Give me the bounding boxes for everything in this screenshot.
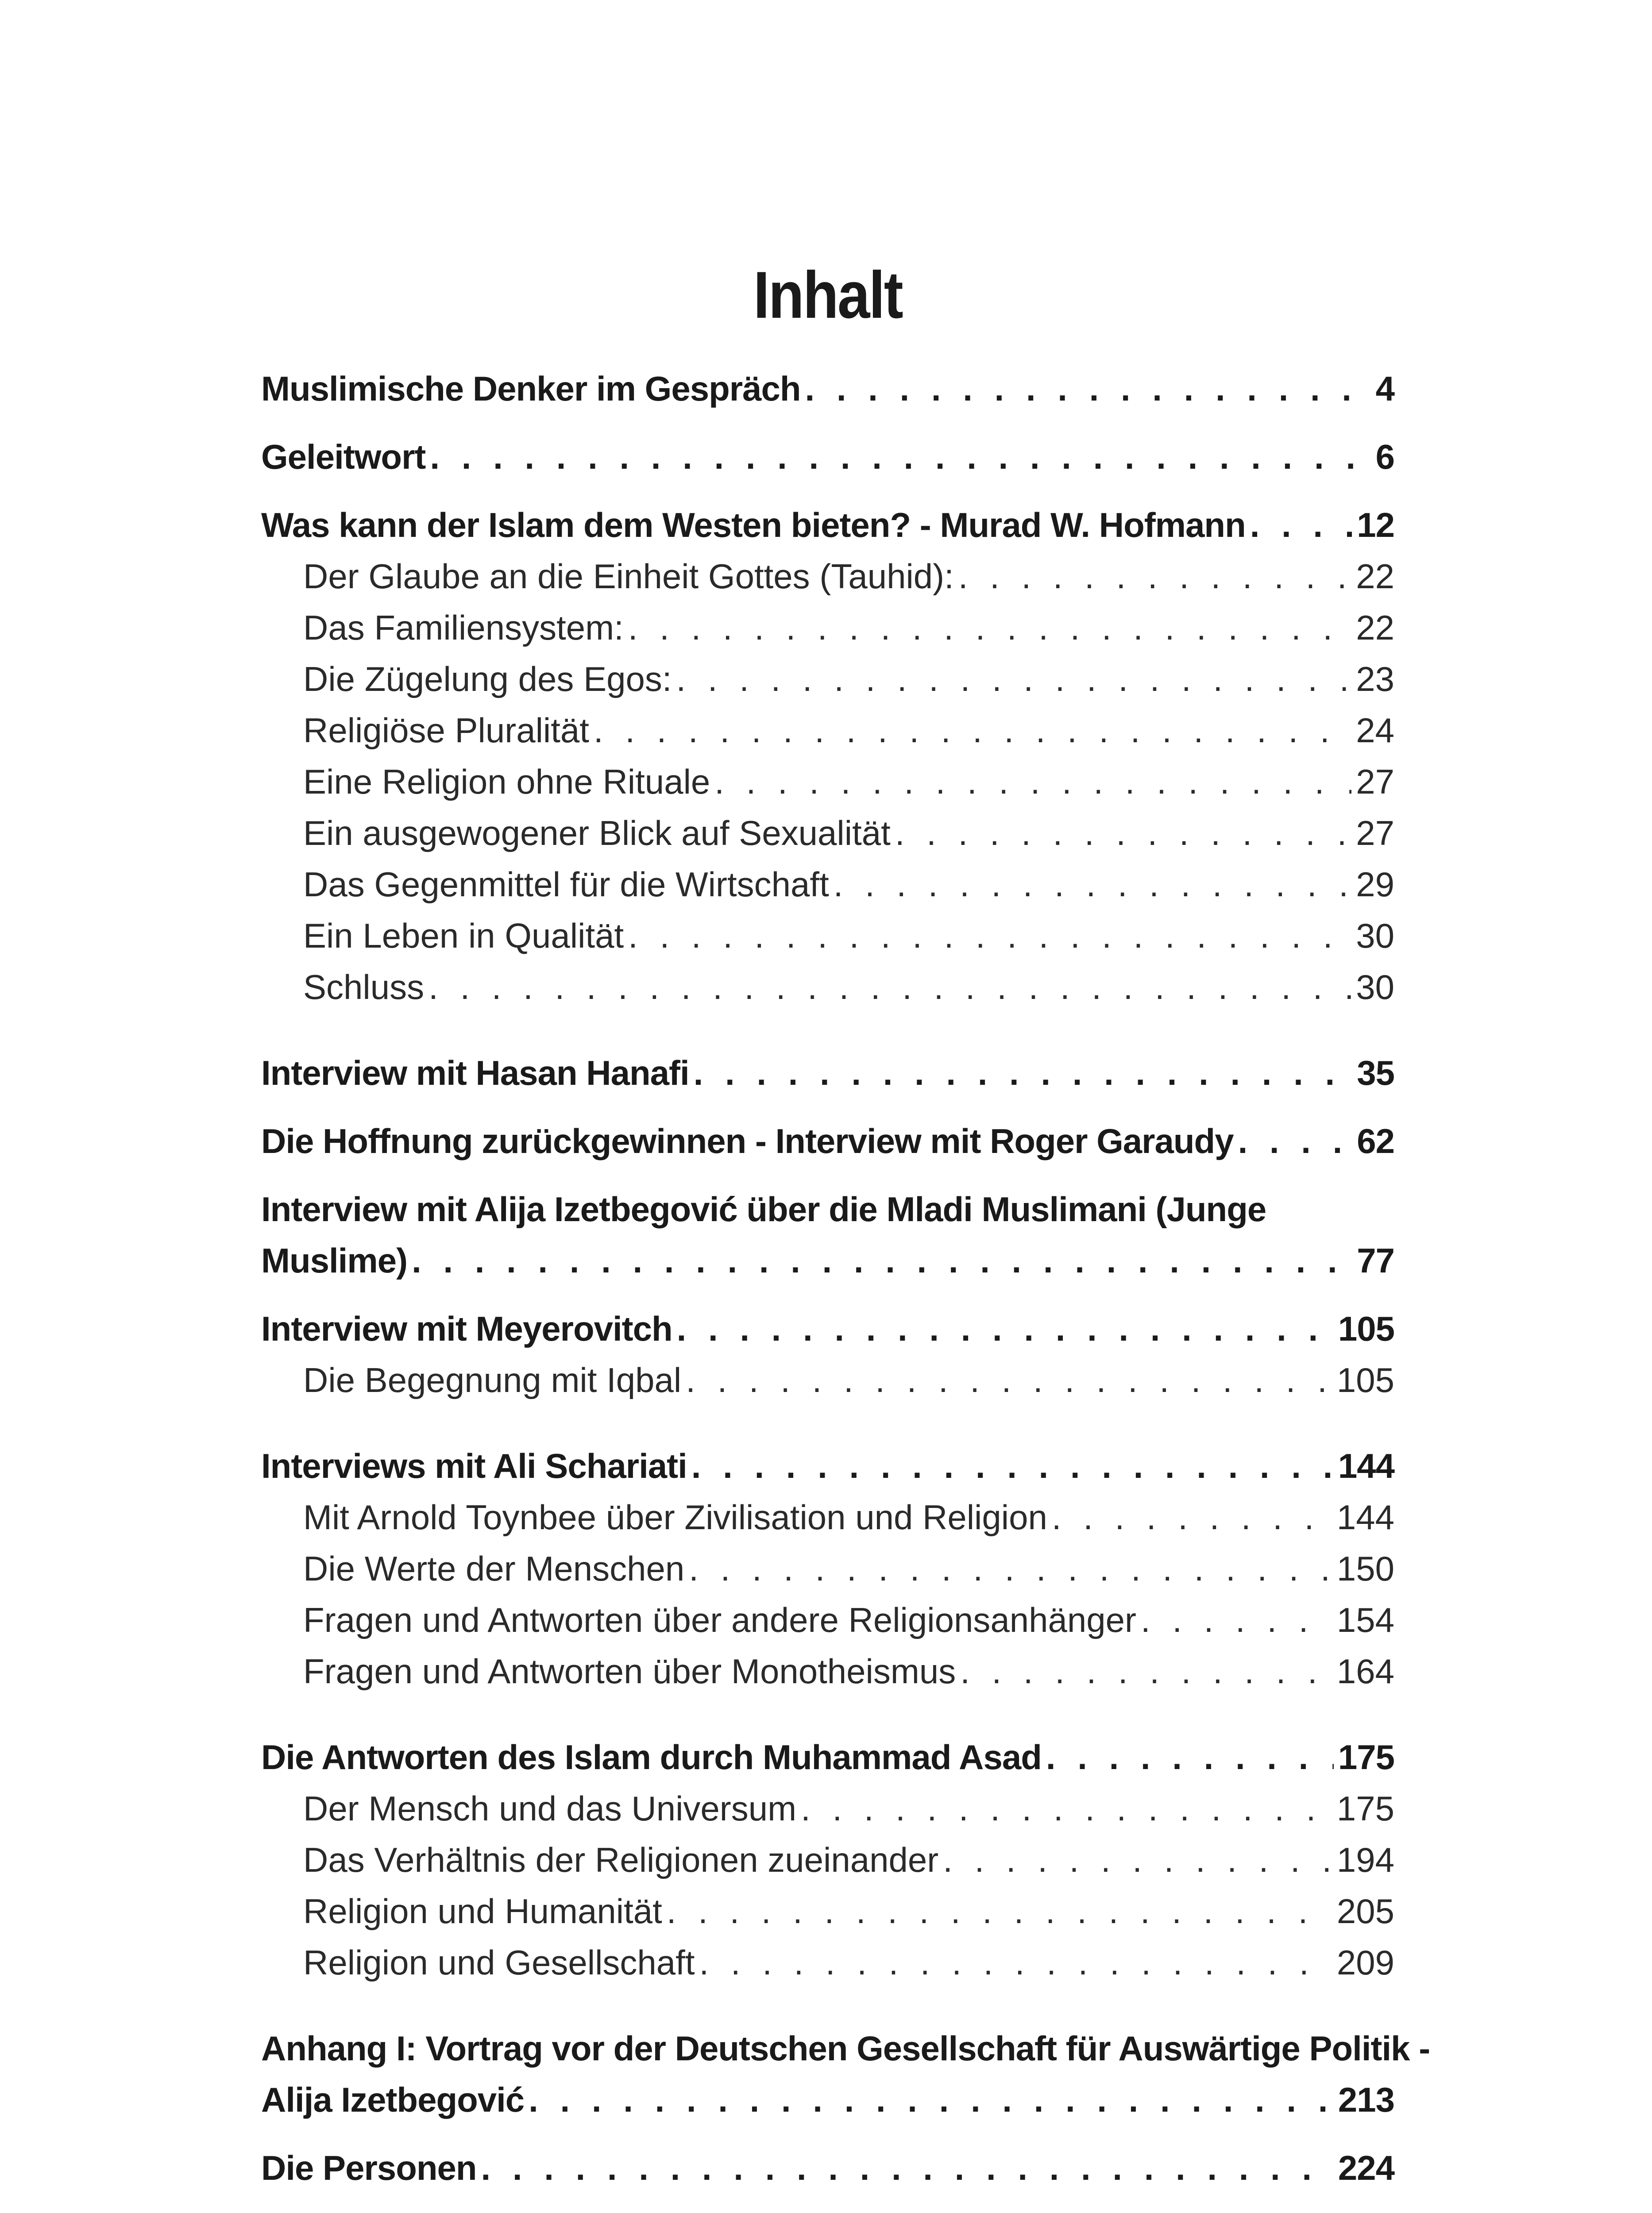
dot-leader bbox=[958, 551, 1351, 602]
toc-chapter bbox=[261, 2023, 1430, 2125]
toc-page-number: 105 bbox=[1336, 1361, 1394, 1400]
dot-leader bbox=[689, 1543, 1332, 1594]
toc-entry-title: Die Personen bbox=[261, 2148, 477, 2187]
toc-entry-title: Geleitwort bbox=[261, 437, 426, 476]
toc-section bbox=[261, 602, 1394, 653]
toc-page-number: 30 bbox=[1356, 968, 1394, 1006]
toc-page-number: 105 bbox=[1338, 1309, 1394, 1348]
dot-leader bbox=[714, 756, 1351, 807]
toc-entry-title: Der Glaube an die Einheit Gottes (Tauhid): bbox=[303, 557, 954, 596]
toc-page-number: 29 bbox=[1356, 865, 1394, 904]
toc-page-number: 224 bbox=[1338, 2148, 1394, 2187]
toc-entry-title: Was kann der Islam dem Westen bieten? - Murad W. Hofmann bbox=[261, 505, 1246, 544]
toc-chapter bbox=[261, 2142, 1394, 2194]
dot-leader bbox=[699, 1937, 1332, 1988]
toc-section bbox=[261, 1783, 1394, 1834]
dot-leader bbox=[412, 1235, 1352, 1286]
toc-page-number: 164 bbox=[1336, 1652, 1394, 1691]
toc-section bbox=[261, 1543, 1394, 1594]
toc-section bbox=[261, 1594, 1394, 1646]
toc-entry-title: Religion und Humanität bbox=[303, 1892, 662, 1931]
toc-section bbox=[261, 1937, 1394, 1988]
toc-page-number: 27 bbox=[1356, 813, 1394, 852]
page-title: Inhalt bbox=[753, 257, 903, 332]
toc-page-number: 144 bbox=[1338, 1446, 1394, 1485]
toc-entry-title: Fragen und Antworten über andere Religionsanhänger bbox=[303, 1600, 1136, 1639]
dot-leader bbox=[801, 1783, 1332, 1834]
toc-entry-title: Muslime) bbox=[261, 1241, 408, 1280]
dot-leader bbox=[430, 431, 1371, 482]
toc-entry-title: Ein Leben in Qualität bbox=[303, 916, 624, 955]
dot-leader bbox=[481, 2142, 1334, 2194]
toc-section bbox=[261, 961, 1394, 1013]
dot-leader bbox=[694, 1047, 1353, 1099]
dot-leader bbox=[960, 1646, 1332, 1697]
dot-leader bbox=[943, 1834, 1332, 1885]
toc-entry-title: Das Familiensystem: bbox=[303, 608, 624, 647]
toc-page-number: 22 bbox=[1356, 608, 1394, 647]
toc-entry-title: Die Begegnung mit Iqbal bbox=[303, 1361, 682, 1400]
toc-chapter bbox=[261, 1440, 1394, 1492]
toc-entry-title: Religiöse Pluralität bbox=[303, 711, 589, 750]
toc-page-number: 154 bbox=[1336, 1600, 1394, 1639]
toc-section bbox=[261, 910, 1394, 961]
toc-chapter bbox=[261, 499, 1394, 551]
toc-section bbox=[261, 859, 1394, 910]
toc-entry-title: Muslimische Denker im Gespräch bbox=[261, 369, 801, 408]
toc-page-number: 30 bbox=[1356, 916, 1394, 955]
toc-section bbox=[261, 1834, 1394, 1885]
dot-leader bbox=[1052, 1492, 1332, 1543]
table-of-contents bbox=[261, 363, 1430, 2194]
toc-page-number: 150 bbox=[1336, 1549, 1394, 1588]
dot-leader bbox=[1046, 1731, 1334, 1783]
toc-entry-title: Alija Izetbegović bbox=[261, 2080, 525, 2119]
toc-entry-title: Schluss bbox=[303, 968, 425, 1006]
dot-leader bbox=[805, 363, 1371, 414]
dot-leader bbox=[1141, 1594, 1332, 1646]
toc-page-number: 144 bbox=[1336, 1498, 1394, 1537]
toc-entry-title: Ein ausgewogener Blick auf Sexualität bbox=[303, 813, 891, 852]
toc-section bbox=[261, 1885, 1394, 1937]
toc-page-number: 12 bbox=[1357, 505, 1394, 544]
dot-leader bbox=[834, 859, 1351, 910]
dot-leader bbox=[677, 1303, 1334, 1354]
dot-leader bbox=[676, 653, 1352, 705]
toc-section bbox=[261, 653, 1394, 705]
toc-page-number: 175 bbox=[1336, 1789, 1394, 1828]
toc-chapter bbox=[261, 363, 1394, 414]
toc-page-number: 23 bbox=[1356, 659, 1394, 698]
dot-leader bbox=[1250, 499, 1353, 551]
toc-entry-title: Die Hoffnung zurückgewinnen - Interview mit Roger Garaudy bbox=[261, 1122, 1234, 1160]
toc-page-number: 77 bbox=[1357, 1241, 1394, 1280]
toc-page-number: 62 bbox=[1357, 1122, 1394, 1160]
toc-section bbox=[261, 756, 1394, 807]
toc-page-number: 4 bbox=[1375, 369, 1394, 408]
toc-entry-title: Fragen und Antworten über Monotheismus bbox=[303, 1652, 956, 1691]
toc-page-number: 27 bbox=[1356, 762, 1394, 801]
dot-leader bbox=[594, 705, 1351, 756]
toc-page-number: 35 bbox=[1357, 1053, 1394, 1092]
toc-page-number: 22 bbox=[1356, 557, 1394, 596]
toc-page-number: 209 bbox=[1336, 1943, 1394, 1982]
toc-section bbox=[261, 1354, 1394, 1406]
toc-page-number: 24 bbox=[1356, 711, 1394, 750]
toc-entry-title: Die Zügelung des Egos: bbox=[303, 659, 672, 698]
dot-leader bbox=[628, 602, 1351, 653]
toc-page-number: 205 bbox=[1336, 1892, 1394, 1931]
toc-chapter-title-line: Interview mit Alija Izetbegović über die Mladi Muslimani (Junge bbox=[261, 1190, 1266, 1229]
toc-page-number: 213 bbox=[1338, 2080, 1394, 2119]
dot-leader bbox=[428, 961, 1351, 1013]
toc-entry-title: Interview mit Meyerovitch bbox=[261, 1309, 672, 1348]
toc-entry-title: Mit Arnold Toynbee über Zivilisation und Religion bbox=[303, 1498, 1047, 1537]
toc-chapter bbox=[261, 1115, 1394, 1167]
dot-leader bbox=[667, 1885, 1332, 1937]
toc-chapter bbox=[261, 1303, 1394, 1354]
dot-leader bbox=[686, 1354, 1332, 1406]
toc-chapter bbox=[261, 431, 1394, 482]
toc-page-number: 175 bbox=[1338, 1738, 1394, 1777]
toc-chapter bbox=[261, 1731, 1394, 1783]
toc-chapter-title-line: Anhang I: Vortrag vor der Deutschen Gesellschaft für Auswärtige Politik - bbox=[261, 2029, 1430, 2068]
toc-entry-title: Die Antworten des Islam durch Muhammad Asad bbox=[261, 1738, 1042, 1777]
dot-leader bbox=[529, 2074, 1334, 2125]
toc-entry-title: Eine Religion ohne Rituale bbox=[303, 762, 710, 801]
dot-leader bbox=[1238, 1115, 1353, 1167]
toc-entry-title: Religion und Gesellschaft bbox=[303, 1943, 695, 1982]
toc-entry-title: Der Mensch und das Universum bbox=[303, 1789, 797, 1828]
toc-section bbox=[261, 551, 1394, 602]
toc-chapter bbox=[261, 1184, 1394, 1286]
toc-section bbox=[261, 807, 1394, 859]
toc-chapter bbox=[261, 1047, 1394, 1099]
toc-entry-title: Interview mit Hasan Hanafi bbox=[261, 1053, 689, 1092]
dot-leader bbox=[628, 910, 1351, 961]
toc-page-number: 6 bbox=[1375, 437, 1394, 476]
toc-section bbox=[261, 1646, 1394, 1697]
toc-entry-title: Das Verhältnis der Religionen zueinander bbox=[303, 1840, 939, 1879]
toc-section bbox=[261, 1492, 1394, 1543]
dot-leader bbox=[895, 807, 1351, 859]
toc-page-number: 194 bbox=[1336, 1840, 1394, 1879]
toc-entry-title: Interviews mit Ali Schariati bbox=[261, 1446, 687, 1485]
dot-leader bbox=[691, 1440, 1334, 1492]
toc-entry-title: Das Gegenmittel für die Wirtschaft bbox=[303, 865, 829, 904]
toc-section bbox=[261, 705, 1394, 756]
toc-entry-title: Die Werte der Menschen bbox=[303, 1549, 685, 1588]
